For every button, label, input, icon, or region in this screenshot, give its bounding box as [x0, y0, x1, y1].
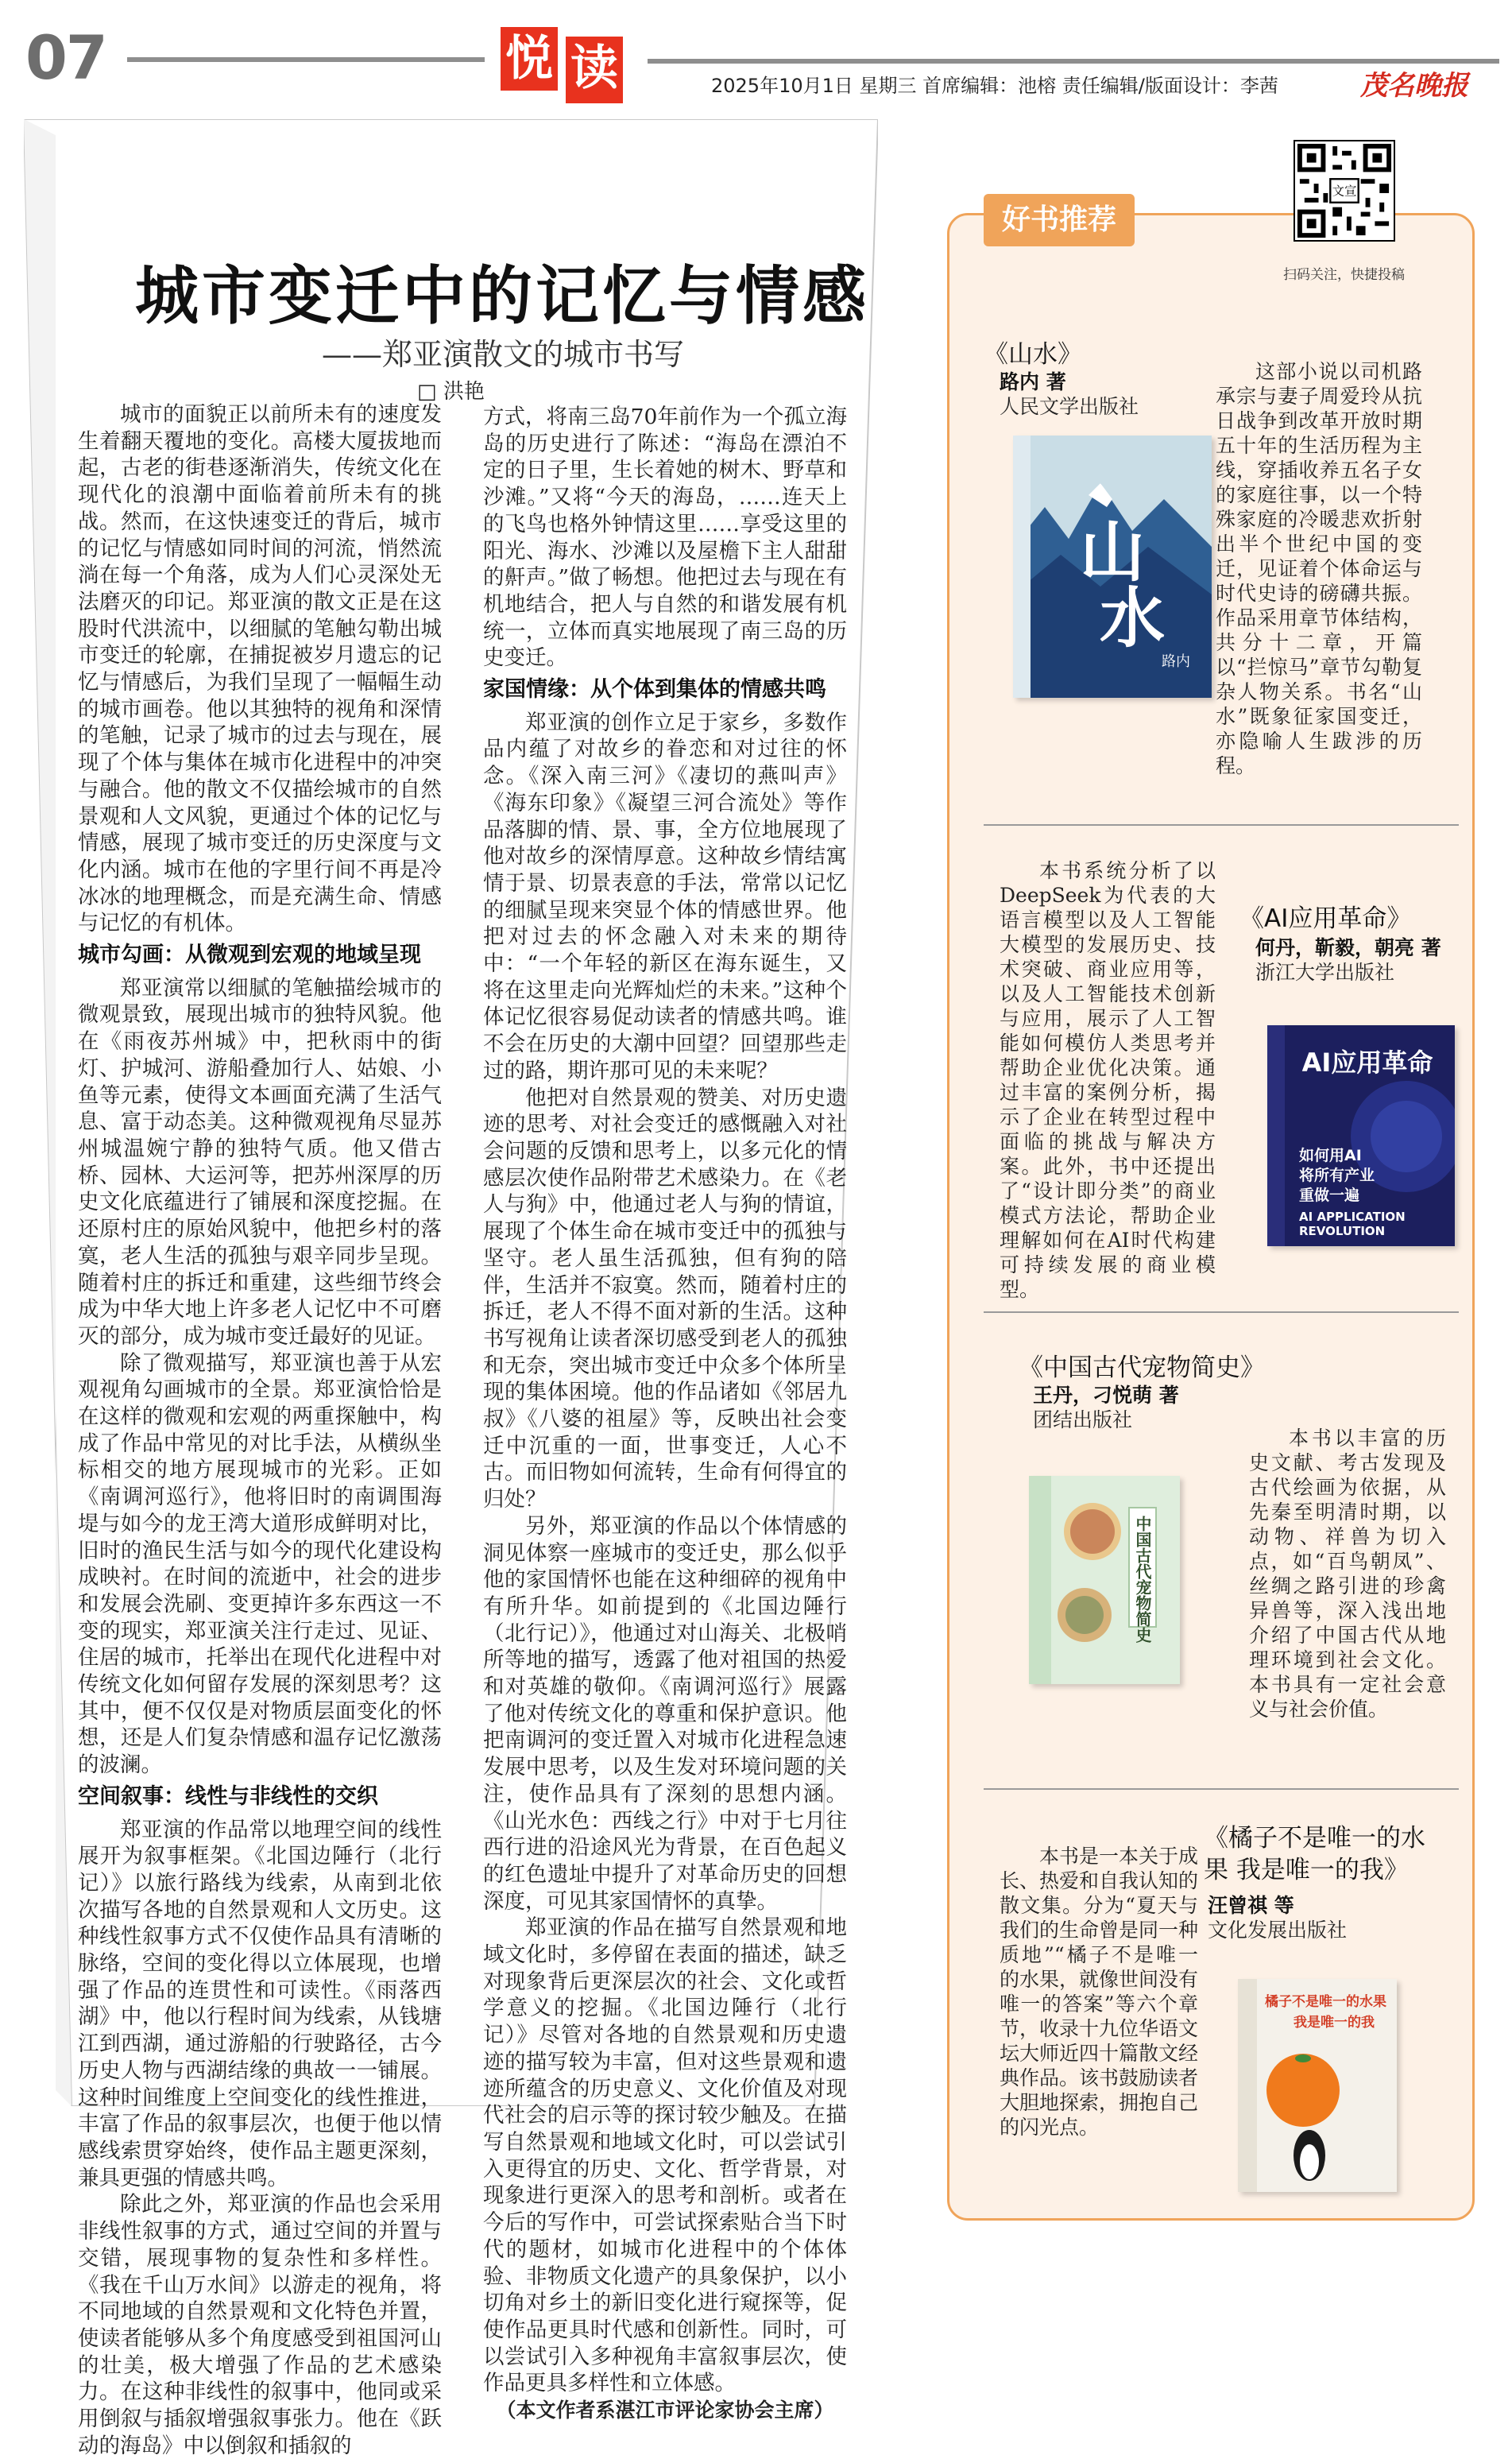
book1-description-text: 这部小说以司机路承宗与妻子周爱玲从抗日战争到改革开放时期五十年的生活历程为主线，穿插收养五名子女的家庭往事，以一个特殊家庭的冷暖悲欢折射出半个世纪中国的变迁，见证着个体命运与时代史诗的磅礴共振。作品采用章节体结构，共分十二章，开篇以“拦惊马”章节勾勒复杂人物关系。书名“山水”既象征家国变迁，亦隐喻人生跋涉的历程。 [1216, 360, 1422, 777]
book-separator-2 [984, 1311, 1459, 1313]
article-column-1 [78, 401, 442, 2459]
book2-title: 《AI应用革命》 [1239, 904, 1412, 933]
book3-cover [1029, 1476, 1180, 1684]
book-separator-1 [984, 824, 1459, 826]
header-rule-left [127, 57, 485, 62]
book4-title-line1: 《橘子不是唯一的水 [1204, 1824, 1425, 1853]
book2-description [1000, 858, 1216, 1302]
book3-title: 《中国古代宠物简史》 [1019, 1353, 1265, 1382]
qr-label: 文宣 [1332, 184, 1357, 199]
book2-publisher: 浙江大学出版社 [1255, 961, 1395, 984]
book3-publisher: 团结出版社 [1033, 1408, 1133, 1431]
article-title: 城市变迁中的记忆与情感 [135, 258, 869, 333]
book4-description [1000, 1844, 1198, 2140]
book2-author: 何丹，靳毅，朝亮 著 [1255, 936, 1441, 959]
book1-cover-char2: 水 [1099, 580, 1166, 656]
col1-paragraph: 除了微观描写，郑亚演也善于从宏观视角勾画城市的全景。郑亚演恰恰是在这样的微观和宏观的两重探触中，构成了作品中常见的对比手法，从横纵坐标相交的地方展现城市的光彩。正如《南调河巡行》，他将旧时的南调围海堤与如今的龙王湾大道形成鲜明对比，旧时的渔民生活与如今的现代化建设构成映衬。在时间的流逝中，社会的进步和发展会洗刷、变更掉许多东西这一不变的现实，郑亚演关注行走过、见证、住居的城市，托举出在现代化进程中对传统文化如何留存发展的深刻思考？这其中，便不仅仅是对物质层面变化的怀想，还是人们复杂情感和温存记忆激荡的波澜。 [78, 1350, 442, 1778]
book3-description-text: 本书以丰富的历史文献、考古发现及古代绘画为依据，从先秦至明清时期，以动物、祥兽为切入点，如“百鸟朝凤”、丝绸之路引进的珍禽异兽等，深入浅出地介绍了中国古代从地理环境到社会文化。本书具有一定社会意义与社会价值。 [1249, 1427, 1446, 1721]
section-char-2: 读 [566, 37, 623, 103]
book4-cover-line2: 我是唯一的我 [1294, 2015, 1375, 2031]
book4-cover-line1: 橘子不是唯一的水果 [1265, 1994, 1386, 2010]
book3-description [1249, 1426, 1446, 1721]
book4-title-line2: 果 我是唯一的我》 [1204, 1856, 1409, 1884]
book4-cover [1238, 1979, 1397, 2192]
author-note: （本文作者系湛江市评论家协会主席） [496, 2399, 834, 2422]
page-number: 07 [25, 22, 106, 93]
book1-description [1216, 359, 1422, 778]
article-byline: □ 洪艳 [417, 380, 485, 404]
book3-cover-title: 中国古代宠物简史 [1133, 1516, 1152, 1643]
col1-paragraph: 除此之外，郑亚演的作品也会采用非线性叙事的方式，通过空间的并置与交错，展现事物的复杂性和多样性。《我在千山万水间》以游走的视角，将不同地域的自然景观和文化特色并置，使读者能够从多个角度感受到祖国河山的壮美，极大增强了作品的艺术感染力。在这种非线性的叙事中，他同或采用倒叙与插叙增强叙事张力。他在《跃动的海岛》中以倒叙和插叙的 [78, 2192, 442, 2458]
book2-cover-sub2: 将所有产业 [1299, 1167, 1375, 1184]
col2-paragraph: 郑亚演的创作立足于家乡，多数作品内蕴了对故乡的眷恋和对过往的怀念。《深入南三河》《凄切的燕叫声》《海东印象》《凝望三河合流处》等作品落脚的情、景、事，全方位地展现了他对故乡的深情厚意。这种故乡情结寓情于景、切景表意的手法，常常以记忆的细腻呈现来突显个体的情感世界。他把对过去的怀念融入对未来的期待中：“一个年轻的新区在海东诞生，又将在这里走向光辉灿烂的未来。”这种个体记忆很容易促动读者的情感共鸣。谁不会在历史的大潮中回望？回望那些走过的路，期许那可见的未来呢？ [483, 710, 847, 1083]
book4-publisher: 文化发展出版社 [1208, 1919, 1348, 1942]
book2-cover-title: AI应用革命 [1301, 1047, 1433, 1078]
date-editors-line: 2025年10月1日 星期三 首席编辑：池榕 责任编辑/版面设计：李茜 [711, 75, 1278, 97]
article-subtitle: ——郑亚演散文的城市书写 [322, 337, 685, 372]
book1-cover-char1: 山 [1079, 514, 1146, 591]
book2-cover-sub1: 如何用AI [1299, 1147, 1362, 1164]
book1-title: 《山水》 [984, 340, 1082, 369]
col1-paragraph: 郑亚演的作品常以地理空间的线性展开为叙事框架。《北国边陲行（北行记）》以旅行路线为线索，从南到北依次描写各地的自然景观和人文历史。这种线性叙事方式不仅使作品具有清晰的脉络，空间的变化得以立体展现，也增强了作品的连贯性和可读性。《雨落西湖》中，他以行程时间为线索，从钱塘江到西湖，通过游船的行驶路径，古今历史人物与西湖结缘的典故一一铺展。这种时间维度上空间变化的线性推进，丰富了作品的叙事层次，也便于他以情感线索贯穿始终，使作品主题更深刻，兼具更强的情感共鸣。 [78, 1817, 442, 2190]
book2-cover-en1: AI APPLICATION [1299, 1210, 1406, 1224]
book1-author: 路内 著 [1000, 370, 1066, 393]
book1-cover-author: 路内 [1162, 653, 1190, 670]
masthead-logo: 茂名晚报 [1360, 70, 1468, 102]
book-separator-3 [984, 1788, 1459, 1790]
col2-subheading: 家国情缘：从个体到集体的情感共鸣 [483, 677, 826, 703]
book3-author: 王丹，刁悦萌 著 [1033, 1384, 1179, 1407]
section-char-1: 悦 [501, 27, 558, 91]
col1-paragraph: 郑亚演常以细腻的笔触描绘城市的微观景致，展现出城市的独特风貌。他在《雨夜苏州城》中，把秋雨中的街灯、护城河、游船叠加行人、姑娘、小鱼等元素，使得文本画面充满了生活气息、富于动态美。这种微观视角尽显苏州城温婉宁静的独特气质。他又借古桥、园林、大运河等，把苏州深厚的历史文化底蕴进行了铺展和深度挖掘。在还原村庄的原始风貌中，他把乡村的落寞，老人生活的孤独与艰辛同步呈现。随着村庄的拆迁和重建，这些细节终会成为中华大地上许多老人记忆中不可磨灭的部分，成为城市变迁最好的见证。 [78, 975, 442, 1349]
book1-cover [1013, 436, 1212, 698]
col2-paragraph: 另外，郑亚演的作品以个体情感的洞见体察一座城市的变迁史，那么似乎他的家国情怀也能在这种细碎的视角中有所升华。如前提到的《北国边陲行（北行记）》，他通过对山海关、北极哨所等地的描写，透露了他对祖国的热爱和对英雄的敬仰。《南调河巡行》展露了他对传统文化的尊重和保护意识。他把南调河的变迁置入对城市化进程急速发展中思考，以及生发对环境问题的关注，使作品具有了深刻的思想内涵。《山光水色：西线之行》中对于七月往西行进的沿途风光为背景，在百色起义的红色遗址中提升了对革命历史的回想深度，可见其家国情怀的真挚。 [483, 1513, 847, 1914]
col2-paragraph: 他把对自然景观的赞美、对历史遗迹的思考、对社会变迁的感慨融入对社会问题的反馈和思考上，以多元化的情感层次使作品附带艺术感染力。在《老人与狗》中，他通过老人与狗的情谊，展现了个体生命在城市变迁中的孤独与坚守。老人虽生活孤独，但有狗的陪伴，生活并不寂寞。然而，随着村庄的拆迁，老人不得不面对新的生活。这种书写视角让读者深切感受到老人的孤独和无奈，突出城市变迁中众多个体所呈现的集体困境。他的作品诸如《邻居九叔》《八婆的祖屋》等，反映出社会变迁中沉重的一面，世事变迁，人心不古。而旧物如何流转，生命有何得宜的归处？ [483, 1085, 847, 1512]
col2-paragraph: 方式，将南三岛70年前作为一个孤立海岛的历史进行了陈述：“海岛在漂泊不定的日子里，生长着她的树木、野草和沙滩。”又将“今天的海岛，……连天上的飞鸟也格外钟情这里……享受这里的阳光、海水、沙滩以及屋檐下主人甜甜的鼾声。”做了畅想。他把过去与现在有机地结合，把人与自然的和谐发展有机统一，立体而真实地展现了南三岛的历史变迁。 [483, 405, 847, 671]
book-recommend-badge: 好书推荐 [984, 194, 1135, 246]
col2-paragraph: 郑亚演的作品在描写自然景观和地域文化时，多停留在表面的描述，缺乏对现象背后更深层次的社会、文化或哲学意义的挖掘。《北国边陲行（北行记）》尽管对各地的自然景观和历史遗迹的描写较为丰富，但对这些景观和遗迹所蕴含的历史意义、文化价值及对现代社会的启示等的探讨较少触及。在描写自然景观和地域文化时，可以尝试引入更得宜的历史、文化、哲学背景，对现象进行更深入的思考和剖析。或者在今后的写作中，可尝试探索贴合当下时代的题材，如城市化进程中的个体体验、非物质文化遗产的具象保护，以小切角对乡土的新旧变化进行窥探等，促使作品更具时代感和创新性。同时，可以尝试引入多种视角丰富叙事层次，使作品更具多样性和立体感。 [483, 1915, 847, 2396]
qr-code[interactable] [1294, 140, 1395, 242]
col1-subheading: 空间叙事：线性与非线性的交织 [78, 1783, 378, 1809]
book2-cover [1267, 1025, 1455, 1246]
col1-subheading: 城市勾画：从微观到宏观的地域呈现 [78, 943, 421, 968]
book4-title [1204, 1822, 1466, 1886]
book2-cover-sub3: 重做一遍 [1299, 1187, 1360, 1204]
qr-tip: 扫码关注，快捷投稿 [1283, 267, 1405, 283]
col1-paragraph: 城市的面貌正以前所未有的速度发生着翻天覆地的变化。高楼大厦拔地而起，古老的街巷逐渐消失，传统文化在现代化的浪潮中面临着前所未有的挑战。然而，在这快速变迁的背后，城市的记忆与情感如同时间的河流，悄然流淌在每一个角落，成为人们心灵深处无法磨灭的印记。郑亚演的散文正是在这股时代洪流中，以细腻的笔触勾勒出城市变迁的轮廓，在捕捉被岁月遗忘的记忆与情感后，为我们呈现了一幅幅生动的城市画卷。他以其独特的视角和深情的笔触，记录了城市的过去与现在，展现了个体与集体在城市化进程中的冲突与融合。他的散文不仅描绘城市的自然景观和人文风貌，更通过个体的记忆与情感，展现了城市变迁的历史深度与文化内涵。城市在他的字里行间不再是冷冰冰的地理概念，而是充满生命、情感与记忆的有机体。 [78, 402, 442, 936]
book2-cover-en2: REVOLUTION [1299, 1224, 1386, 1238]
article-column-2 [483, 404, 847, 2424]
book2-description-text: 本书系统分析了以DeepSeek为代表的大语言模型以及人工智能大模型的发展历史、技术突破、商业应用等，以及人工智能技术创新与应用，展示了人工智能如何模仿人类思考并帮助企业优化决策。通过丰富的案例分析，揭示了企业在转型过程中面临的挑战与解决方案。此外，书中还提出了“设计即分类”的商业模式方法论，帮助企业理解如何在AI时代构建可持续发展的商业模型。 [1000, 859, 1216, 1301]
book4-description-text: 本书是一本关于成长、热爱和自我认知的散文集。分为“夏天与我们的生命曾是同一种质地”“橘子不是唯一的水果，就像世间没有唯一的答案”等六个章节，收录十九位华语文坛大师近四十篇散文经典作品。该书鼓励读者大胆地探索，拥抱自己的闪光点。 [1000, 1845, 1199, 2139]
book4-author: 汪曾祺 等 [1208, 1894, 1294, 1917]
book1-publisher: 人民文学出版社 [1000, 395, 1139, 418]
